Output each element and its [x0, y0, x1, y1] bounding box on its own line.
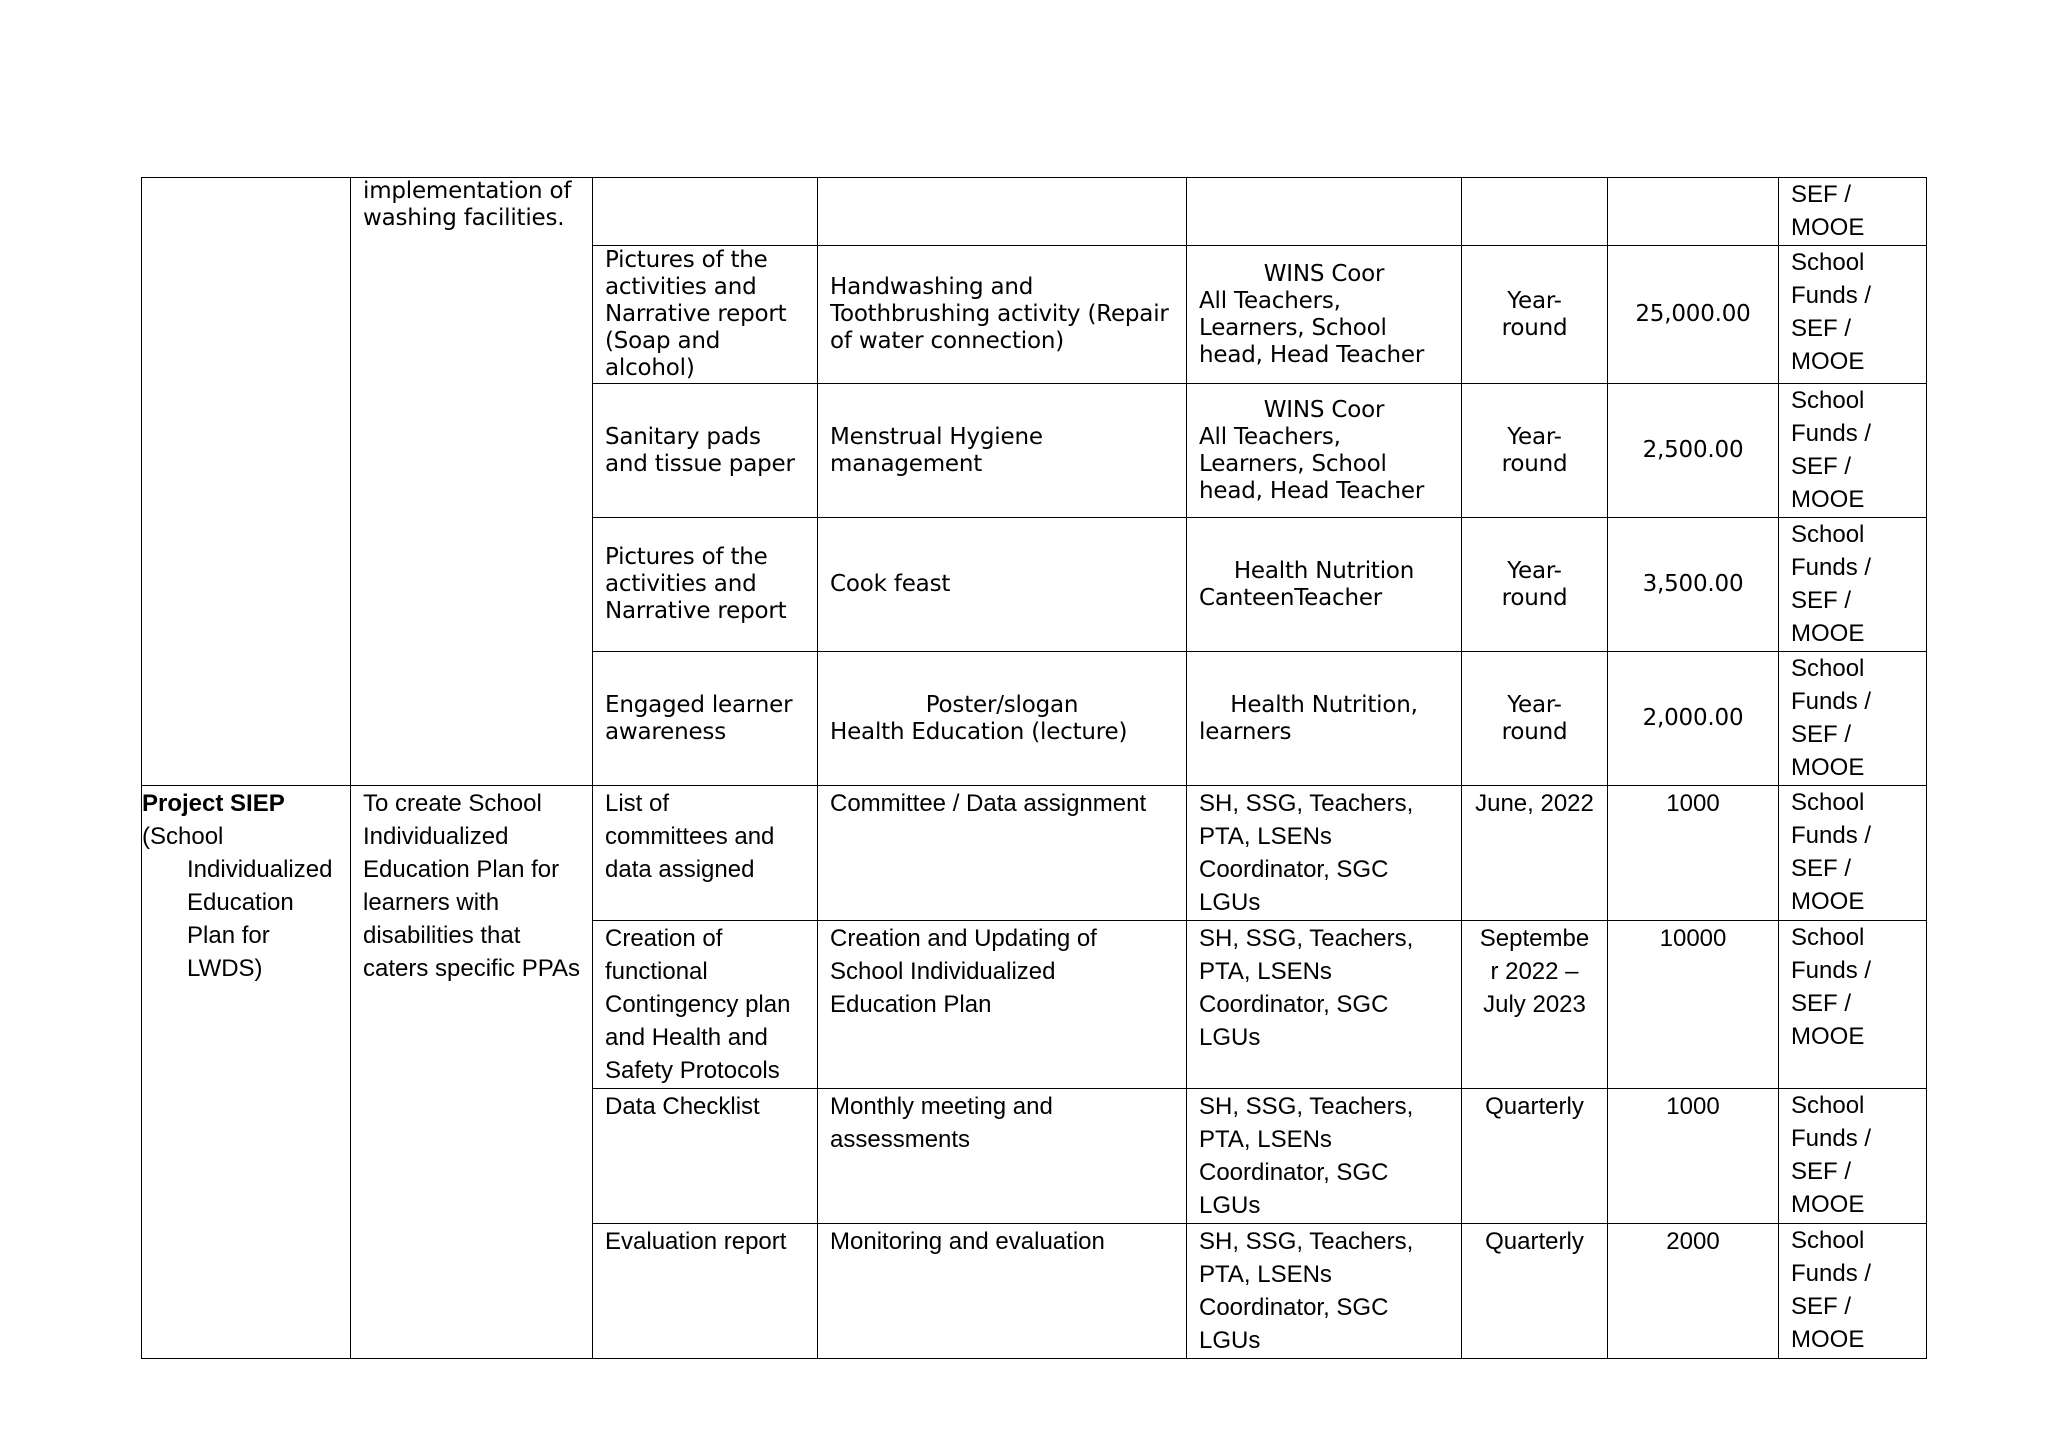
time-cell — [1462, 1089, 1608, 1224]
budget-text: 1000 — [1666, 1093, 1720, 1120]
budget-cell — [1608, 246, 1779, 384]
source-text: School Funds / SEF / MOOE — [1791, 1227, 1872, 1353]
source-cell — [1779, 1224, 1927, 1359]
source-cell — [1779, 786, 1927, 921]
output-text: Sanitary pads and tissue paper — [605, 423, 795, 477]
output-text: Creation of functional Contingency plan and Health and Safety Protocols — [605, 925, 791, 1084]
time-cell — [1462, 786, 1608, 921]
objective-cell — [351, 786, 593, 1359]
time-cell — [1462, 178, 1608, 246]
table-row — [142, 786, 1927, 921]
objective-text: implementation of washing facilities. — [363, 178, 572, 231]
time-text: Year- round — [1501, 287, 1568, 341]
output-cell — [593, 518, 818, 652]
activity-cell — [818, 1089, 1187, 1224]
activity-text: Cook feast — [830, 571, 951, 597]
activity-text: Menstrual Hygiene management — [830, 423, 1043, 477]
persons-text: learners — [1199, 718, 1292, 745]
output-text: List of committees and data assigned — [605, 790, 775, 883]
time-text: Year- round — [1501, 557, 1568, 611]
output-cell — [593, 921, 818, 1089]
budget-cell — [1608, 921, 1779, 1089]
budget-text: 2,500.00 — [1642, 437, 1744, 463]
source-cell — [1779, 178, 1927, 246]
activity-cell — [818, 786, 1187, 921]
time-text: Year- round — [1501, 423, 1568, 477]
time-text: Septembe r 2022 – July 2023 — [1479, 925, 1590, 1018]
budget-text: 3,500.00 — [1642, 571, 1744, 597]
project-cell — [142, 178, 351, 786]
budget-cell — [1608, 178, 1779, 246]
output-cell — [593, 786, 818, 921]
persons-text: SH, SSG, Teachers, PTA, LSENs Coordinator, SGC LGUs — [1199, 1228, 1414, 1354]
budget-text: 25,000.00 — [1635, 301, 1751, 327]
activity-cell — [818, 652, 1187, 786]
activity-text: Health Education (lecture) — [830, 718, 1128, 745]
time-text: Quarterly — [1485, 1093, 1584, 1120]
activity-cell — [818, 246, 1187, 384]
activity-text: Handwashing and Toothbrushing activity (Repair of water connection) — [830, 274, 1169, 354]
budget-cell — [1608, 384, 1779, 518]
objective-cell — [351, 178, 593, 786]
output-text: Pictures of the activities and Narrative report — [605, 544, 787, 624]
persons-heading: WINS Coor — [1263, 260, 1385, 287]
output-cell — [593, 246, 818, 384]
objective-text: To create School Individualized Education Plan for learners with disabilities that caters specific PPAs — [363, 790, 580, 982]
time-text: Quarterly — [1485, 1228, 1584, 1255]
persons-cell — [1187, 518, 1462, 652]
source-text: School Funds / SEF / MOOE — [1791, 924, 1872, 1050]
source-text: School Funds / SEF / MOOE — [1791, 1092, 1872, 1218]
budget-text: 2000 — [1666, 1228, 1720, 1255]
output-cell — [593, 178, 818, 246]
persons-text: SH, SSG, Teachers, PTA, LSENs Coordinator, SGC LGUs — [1199, 790, 1414, 916]
time-cell — [1462, 246, 1608, 384]
source-text: School Funds / SEF / MOOE — [1791, 249, 1872, 375]
persons-text: SH, SSG, Teachers, PTA, LSENs Coordinator, SGC LGUs — [1199, 1093, 1414, 1219]
output-cell — [593, 1089, 818, 1224]
output-text: Engaged learner awareness — [605, 691, 793, 745]
activity-cell — [818, 384, 1187, 518]
activity-cell — [818, 518, 1187, 652]
persons-text: All Teachers, Learners, School head, Head Teacher — [1199, 287, 1425, 368]
persons-cell — [1187, 246, 1462, 384]
persons-cell — [1187, 786, 1462, 921]
persons-heading: WINS Coor — [1263, 396, 1385, 423]
activity-text: Monitoring and evaluation — [830, 1228, 1105, 1255]
persons-cell — [1187, 921, 1462, 1089]
activity-cell — [818, 178, 1187, 246]
persons-text: CanteenTeacher — [1199, 584, 1383, 611]
source-cell — [1779, 384, 1927, 518]
activity-cell — [818, 1224, 1187, 1359]
persons-cell — [1187, 1224, 1462, 1359]
budget-cell — [1608, 518, 1779, 652]
output-cell — [593, 652, 818, 786]
source-cell — [1779, 518, 1927, 652]
activity-text: Monthly meeting and assessments — [830, 1093, 1053, 1153]
activity-text: Committee / Data assignment — [830, 790, 1147, 817]
source-cell — [1779, 1089, 1927, 1224]
source-cell — [1779, 246, 1927, 384]
source-text: School Funds / SEF / MOOE — [1791, 521, 1872, 647]
budget-text: 2,000.00 — [1642, 705, 1744, 731]
persons-text: SH, SSG, Teachers, PTA, LSENs Coordinator, SGC LGUs — [1199, 925, 1414, 1051]
source-text: SEF / MOOE — [1791, 181, 1865, 241]
activity-cell — [818, 921, 1187, 1089]
project-subtitle: (School — [142, 823, 224, 850]
persons-heading: Health Nutrition — [1233, 557, 1415, 584]
time-cell — [1462, 652, 1608, 786]
table-row — [142, 178, 1927, 246]
time-cell — [1462, 921, 1608, 1089]
persons-text: All Teachers, Learners, School head, Head Teacher — [1199, 423, 1425, 504]
persons-heading: Health Nutrition, — [1230, 691, 1418, 718]
persons-cell — [1187, 652, 1462, 786]
budget-cell — [1608, 786, 1779, 921]
persons-cell — [1187, 384, 1462, 518]
persons-cell — [1187, 1089, 1462, 1224]
output-cell — [593, 1224, 818, 1359]
budget-text: 1000 — [1666, 790, 1720, 817]
output-text: Data Checklist — [605, 1093, 760, 1120]
project-subtitle-rest: Individualized Education Plan for LWDS) — [187, 856, 333, 982]
source-text: School Funds / SEF / MOOE — [1791, 387, 1872, 513]
action-plan-table — [141, 177, 1927, 1359]
budget-text: 10000 — [1659, 925, 1727, 952]
time-cell — [1462, 1224, 1608, 1359]
source-cell — [1779, 921, 1927, 1089]
budget-cell — [1608, 1224, 1779, 1359]
time-text: June, 2022 — [1475, 790, 1594, 817]
budget-cell — [1608, 652, 1779, 786]
source-cell — [1779, 652, 1927, 786]
source-text: School Funds / SEF / MOOE — [1791, 655, 1872, 781]
budget-cell — [1608, 1089, 1779, 1224]
time-cell — [1462, 384, 1608, 518]
source-text: School Funds / SEF / MOOE — [1791, 789, 1872, 915]
persons-cell — [1187, 178, 1462, 246]
project-title: Project SIEP — [142, 790, 285, 817]
output-text: Pictures of the activities and Narrative report (Soap and alcohol) — [605, 247, 787, 381]
time-text: Year- round — [1501, 691, 1568, 745]
project-cell — [142, 786, 351, 1359]
time-cell — [1462, 518, 1608, 652]
activity-text: Creation and Updating of School Individualized Education Plan — [830, 925, 1097, 1018]
activity-heading: Poster/slogan — [925, 691, 1079, 718]
output-cell — [593, 384, 818, 518]
output-text: Evaluation report — [605, 1228, 787, 1255]
